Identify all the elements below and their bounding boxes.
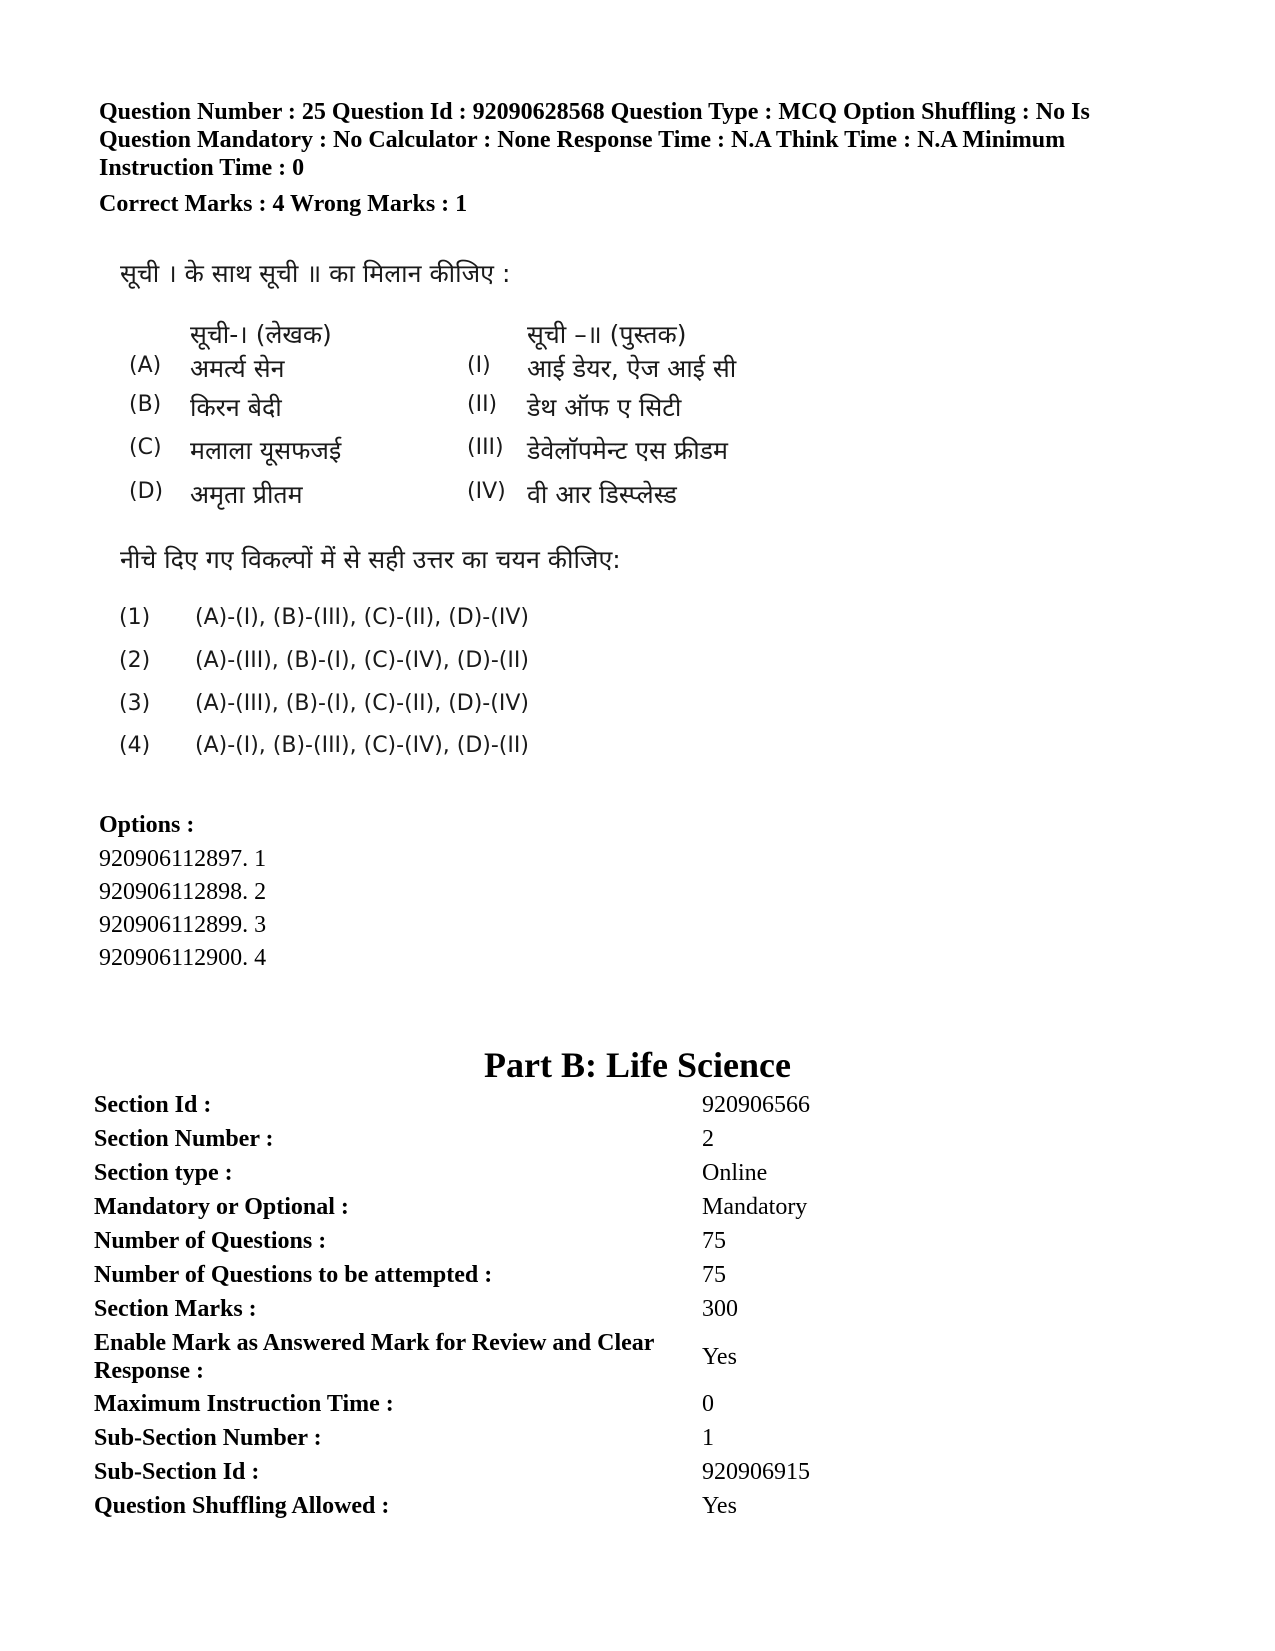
answer-choice [115,648,715,684]
left-text: अमृता प्रीतम [190,480,303,509]
section-title: Part B: Life Science [484,1045,791,1085]
choice-number: (4) [119,733,151,758]
section-row-label: Section Id : [94,1092,212,1118]
option-line: 920906112897. 1 [99,846,267,872]
right-label: (I) [467,353,491,378]
right-text: वी आर डिस्प्लेस्ड [527,480,677,509]
section-row-value: 75 [702,1262,726,1288]
right-label: (IV) [467,479,506,504]
match-row [115,353,815,393]
section-row-value: 920906915 [702,1459,810,1485]
answer-choice [115,733,715,769]
section-row-value: 920906566 [702,1092,810,1118]
section-row-label: Number of Questions : [94,1228,327,1254]
left-label: (A) [129,353,162,378]
section-row-label: Section Marks : [94,1296,257,1322]
option-line: 920906112900. 4 [99,945,267,971]
choice-text: (A)-(I), (B)-(III), (C)-(IV), (D)-(II) [195,733,529,758]
right-text: डेवेलॉपमेन्ट एस फ्रीडम [527,436,728,465]
option-line: 920906112899. 3 [99,912,267,938]
section-row-value: Yes [702,1344,737,1370]
section-row-value: 300 [702,1296,738,1322]
option-line: 920906112898. 2 [99,879,267,905]
section-row-value: Online [702,1160,768,1186]
choose-instruction: नीचे दिए गए विकल्पों में से सही उत्तर का चयन कीजिए: [120,545,621,574]
section-row-value: 1 [702,1425,714,1451]
match-row [115,479,815,519]
left-text: किरन बेदी [190,393,282,422]
section-row-value: 75 [702,1228,726,1254]
list2-heading: सूची –॥ (पुस्तक) [527,320,687,349]
left-label: (C) [129,435,162,460]
section-row-value: Mandatory [702,1194,808,1220]
choice-text: (A)-(III), (B)-(I), (C)-(IV), (D)-(II) [195,648,529,673]
choice-number: (2) [119,648,151,673]
left-label: (D) [129,479,164,504]
section-row-label: Enable Mark as Answered Mark for Review and Clear Response : [94,1330,654,1384]
question-marks: Correct Marks : 4 Wrong Marks : 1 [99,191,468,217]
match-row [115,435,815,475]
section-row-label: Sub-Section Id : [94,1459,260,1485]
choice-number: (3) [119,691,151,716]
right-text: आई डेयर, ऐज आई सी [527,354,737,383]
match-row [115,392,815,432]
section-row-label: Section Number : [94,1126,274,1152]
match-instruction: सूची । के साथ सूची ॥ का मिलान कीजिए : [120,259,511,288]
answer-choice [115,605,715,641]
question-header: Question Number : 25 Question Id : 92090628568 Question Type : MCQ Option Shuffling : No Is Question Mandatory : No Calculator : None Response Time : N.A Think Time : N.A Minimum Instruction Time : 0 [99,99,1090,181]
choice-text: (A)-(III), (B)-(I), (C)-(II), (D)-(IV) [195,691,529,716]
answer-choice [115,691,715,727]
left-text: अमर्त्य सेन [190,354,285,383]
choice-number: (1) [119,605,151,630]
section-row-label: Number of Questions to be attempted : [94,1262,493,1288]
left-label: (B) [129,392,162,417]
section-row-label: Maximum Instruction Time : [94,1391,394,1417]
section-row-label: Sub-Section Number : [94,1425,322,1451]
right-text: डेथ ऑफ ए सिटी [527,393,682,422]
left-text: मलाला यूसफजई [190,436,342,465]
section-row-value: 0 [702,1391,714,1417]
options-title: Options : [99,812,195,838]
section-row-value: Yes [702,1493,737,1519]
right-label: (II) [467,392,498,417]
choice-text: (A)-(I), (B)-(III), (C)-(II), (D)-(IV) [195,605,529,630]
section-row-label: Section type : [94,1160,233,1186]
section-row-value: 2 [702,1126,714,1152]
right-label: (III) [467,435,504,460]
section-row-label: Question Shuffling Allowed : [94,1493,390,1519]
list1-heading: सूची-। (लेखक) [190,320,332,349]
section-row-label: Mandatory or Optional : [94,1194,349,1220]
